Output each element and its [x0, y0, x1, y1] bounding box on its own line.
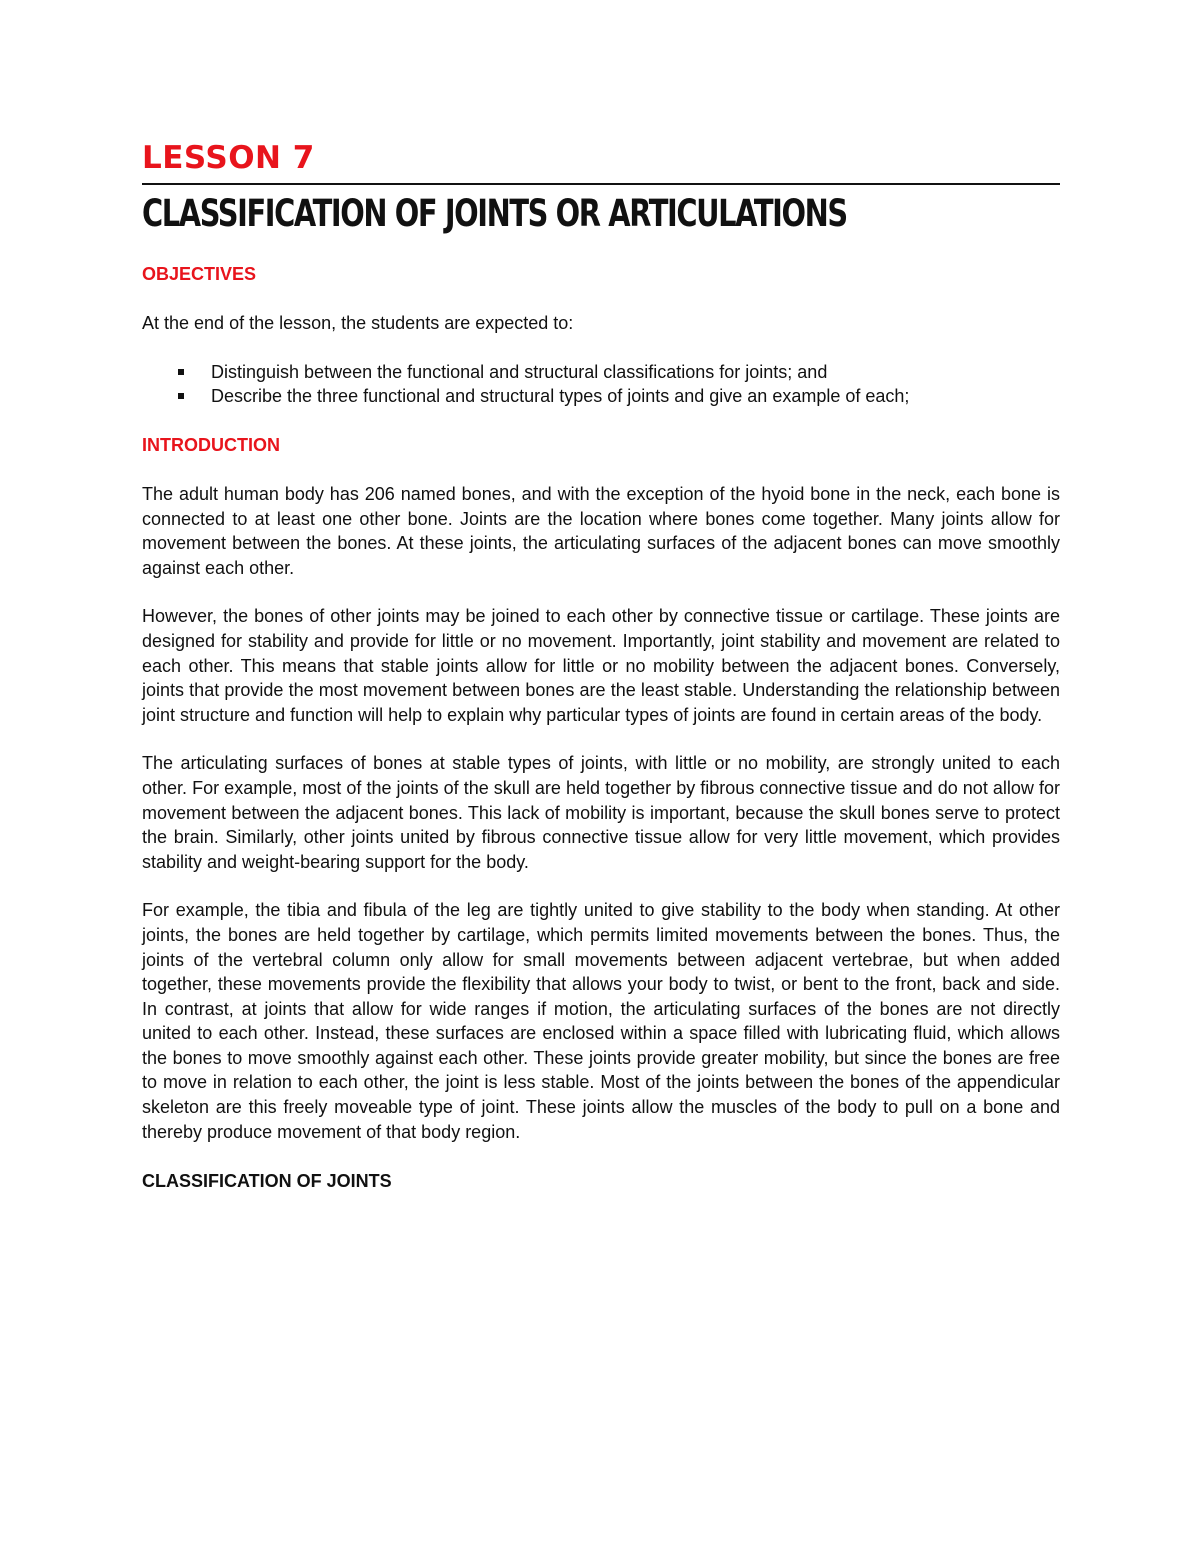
introduction-paragraph: The adult human body has 206 named bones, and with the exception of the hyoid bone in the neck, each bone is connected to at least one other bone. Joints are the location where bones come together. Many joints allow for movement between the bones. At these joints, the articulating surfaces of the adjacent bones can move smoothly against each other.: [142, 484, 1060, 578]
objective-item: [142, 384, 1060, 408]
document-page: [142, 138, 1060, 1193]
classification-heading: CLASSIFICATION OF JOINTS: [142, 1171, 392, 1192]
objective-item: [142, 360, 1060, 384]
objective-text: Distinguish between the functional and structural classifications for joints; and: [211, 362, 828, 382]
title-divider: [142, 183, 1060, 185]
introduction-heading: INTRODUCTION: [142, 435, 280, 455]
square-bullet-icon: [178, 369, 184, 375]
introduction-paragraph: The articulating surfaces of bones at stable types of joints, with little or no mobility, are strongly united to each other. For example, most of the joints of the skull are held together by fibrous connective tissue and do not allow for movement between the adjacent bones. This lack of mobility is important, because the skull bones serve to protect the brain. Similarly, other joints united by fibrous connective tissue allow for very little movement, which provides stability and weight-bearing support for the body.: [142, 753, 1060, 872]
lesson-title: CLASSIFICATION OF JOINTS OR ARTICULATIONS: [142, 192, 847, 235]
objective-text: Describe the three functional and structural types of joints and give an example of each;: [211, 386, 910, 406]
lesson-label: LESSON 7: [142, 140, 315, 176]
square-bullet-icon: [178, 393, 184, 399]
objectives-list: [142, 360, 1060, 408]
objectives-heading: OBJECTIVES: [142, 264, 257, 284]
objectives-lead: At the end of the lesson, the students are expected to:: [142, 313, 574, 333]
introduction-paragraph: For example, the tibia and fibula of the leg are tightly united to give stability to the body when standing. At other joints, the bones are held together by cartilage, which permits limited movements between the bones. Thus, the joints of the vertebral column only allow for small movements between adjacent vertebrae, but when added together, these movements provide the flexibility that allows your body to twist, or bent to the front, back and side. In contrast, at joints that allow for wide ranges if motion, the articulating surfaces of the bones are not directly united to each other. Instead, these surfaces are enclosed within a space filled with lubricating fluid, which allows the bones to move smoothly against each other. These joints provide greater mobility, but since the bones are free to move in relation to each other, the joint is less stable. Most of the joints between the bones of the appendicular skeleton are this freely moveable type of joint. These joints allow the muscles of the body to pull on a bone and thereby produce movement of that body region.: [142, 900, 1060, 1142]
introduction-paragraph: However, the bones of other joints may be joined to each other by connective tissue or cartilage. These joints are designed for stability and provide for little or no movement. Importantly, joint stability and movement are related to each other. This means that stable joints allow for little or no mobility between the adjacent bones. Conversely, joints that provide the most movement between bones are the least stable. Understanding the relationship between joint structure and function will help to explain why particular types of joints are found in certain areas of the body.: [142, 606, 1060, 725]
